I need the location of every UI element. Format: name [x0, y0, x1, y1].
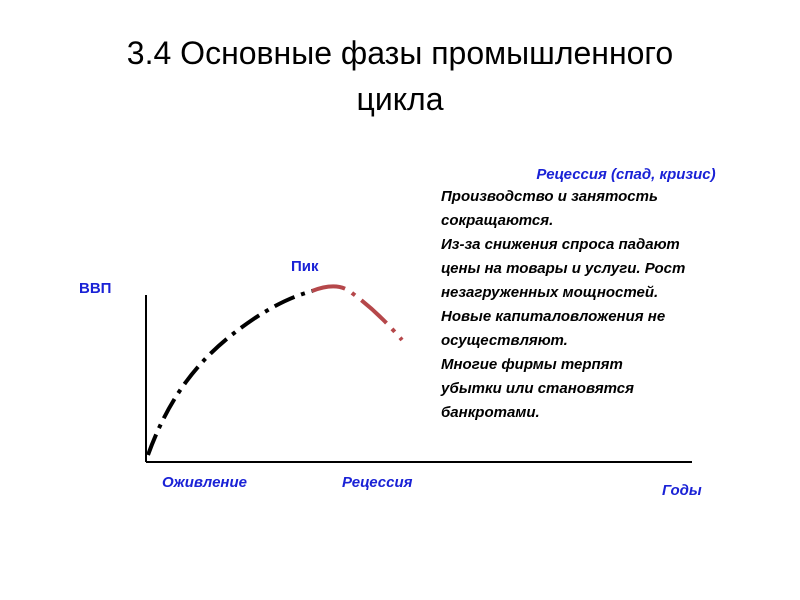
- recession-curve: [312, 286, 402, 340]
- recession-description: [441, 165, 771, 425]
- x-axis-label: Годы: [662, 482, 702, 499]
- phase-label-recovery: Оживление: [162, 474, 247, 491]
- growth-curve: [148, 291, 312, 455]
- slide-title-line-1: 3.4 Основные фазы промышленного: [126, 35, 674, 71]
- recession-description-line: сокращаются.: [441, 212, 554, 229]
- recession-description-line: осуществляют.: [441, 332, 568, 349]
- recession-description-line: Из-за снижения спроса падают: [441, 236, 680, 253]
- recession-description-line: Новые капиталовложения не: [441, 308, 666, 325]
- recession-description-line: незагруженных мощностей.: [441, 284, 659, 301]
- phase-label-recession: Рецессия: [342, 474, 413, 491]
- recession-description-line: Производство и занятость: [441, 188, 658, 205]
- y-axis-label: ВВП: [79, 280, 112, 297]
- recession-description-title: Рецессия (спад, кризис): [536, 166, 716, 183]
- peak-label: Пик: [291, 258, 319, 275]
- slide-title-line-2: цикла: [356, 81, 444, 117]
- recession-description-line: убытки или становятся: [441, 380, 634, 397]
- recession-description-text: [441, 185, 771, 425]
- recession-description-line: банкротами.: [441, 404, 540, 421]
- recession-description-line: цены на товары и услуги. Рост: [441, 260, 686, 277]
- recession-description-line: Многие фирмы терпят: [441, 356, 623, 373]
